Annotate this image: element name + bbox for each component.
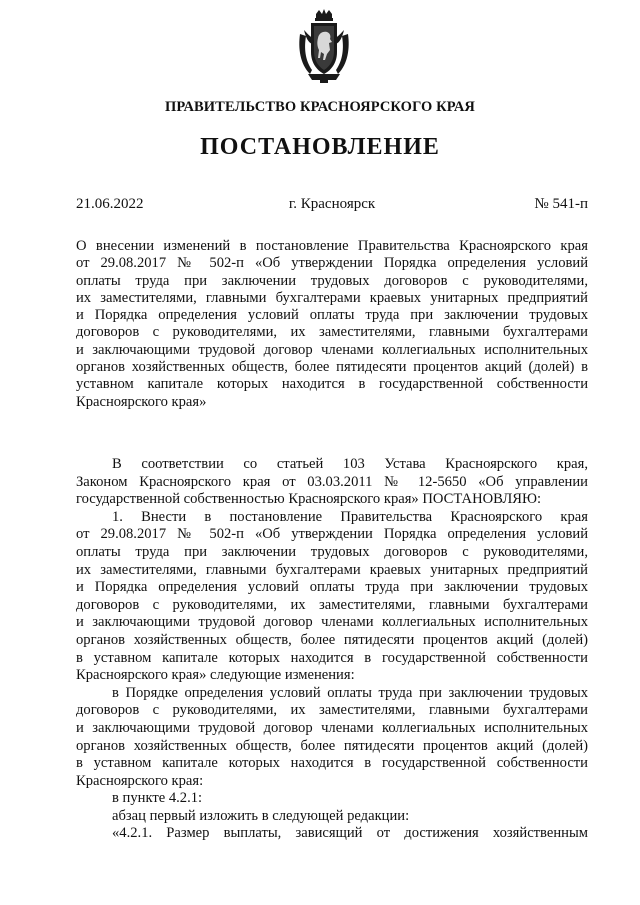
body-line: государственной собственностью Красноярского края» ПОСТАНОВЛЯЮ: (76, 491, 542, 508)
body-line: «4.2.1. Размер выплаты, зависящий от достижения хозяйственным (112, 825, 588, 842)
body-line: Красноярского края» следующие изменения: (76, 667, 355, 684)
document-meta-row (76, 196, 588, 216)
body-line: их заместителями, главными бухгалтерами краевых унитарных предприятий (76, 561, 588, 578)
document-type-title: ПОСТАНОВЛЕНИЕ (200, 134, 440, 160)
document-city: г. Красноярск (288, 196, 376, 212)
body-line: и заключающими трудовой договор членами коллегиальных исполнительных (76, 614, 588, 631)
body-line: абзац первый изложить в следующей редакции: (112, 807, 410, 824)
document-number: № 541-п (534, 196, 588, 212)
government-name: ПРАВИТЕЛЬСТВО КРАСНОЯРСКОГО КРАЯ (164, 99, 475, 115)
body-line: оплаты труда при заключении трудовых договоров с руководителями, (76, 543, 588, 560)
document-body (76, 456, 588, 843)
subject-line: органов хозяйственных обществ, более пятидесяти процентов акций (долей) в (76, 359, 588, 376)
body-line: в уставном капитале которых находится в государственной собственности (76, 755, 588, 772)
body-line: и Порядка определения условий оплаты труда при заключении трудовых (76, 579, 588, 596)
subject-line: О внесении изменений в постановление Правительства Красноярского края (76, 238, 588, 254)
body-line: 1. Внести в постановление Правительства Красноярского края (112, 508, 588, 525)
body-line: в уставном капитале которых находится в государственной собственности (76, 649, 588, 666)
body-line: Законом Красноярского края от 03.03.2011 № 12-5650 «Об управлении (76, 473, 588, 490)
subject-line: их заместителями, главными бухгалтерами краевых унитарных предприятий (76, 289, 588, 306)
document-subject (76, 238, 588, 411)
body-line: от 29.08.2017 № 502-п «Об утверждении Порядка определения условий (76, 526, 588, 543)
body-line: договоров с руководителями, их заместителями, главными бухгалтерами (76, 596, 588, 613)
krasnoyarsk-coat-of-arms-icon (296, 8, 352, 84)
subject-line: уставном капитале которых находится в государственной собственности (76, 376, 588, 393)
subject-line: договоров с руководителями, их заместителями, главными бухгалтерами (76, 324, 588, 341)
body-line: в Порядке определения условий оплаты труда при заключении трудовых (112, 684, 588, 701)
body-line: органов хозяйственных обществ, более пятидесяти процентов акций (долей) (76, 737, 588, 754)
subject-line: от 29.08.2017 № 502-п «Об утверждении Порядка определения условий (76, 255, 588, 272)
body-line: в пункте 4.2.1: (112, 790, 203, 807)
subject-line: оплаты труда при заключении трудовых договоров с руководителями, (76, 272, 588, 289)
body-line: договоров с руководителями, их заместителями, главными бухгалтерами (76, 702, 588, 719)
body-line: и заключающими трудовой договор членами коллегиальных исполнительных (76, 719, 588, 736)
body-line: Красноярского края: (76, 772, 204, 789)
subject-line: и заключающими трудовой договор членами коллегиальных исполнительных (76, 341, 588, 358)
document-date: 21.06.2022 (76, 196, 144, 212)
subject-line: Красноярского края» (76, 393, 207, 410)
subject-line: и Порядка определения условий оплаты труда при заключении трудовых (76, 307, 588, 324)
body-line: В соответствии со статьей 103 Устава Красноярского края, (112, 456, 588, 472)
body-line: органов хозяйственных обществ, более пятидесяти процентов акций (долей) (76, 631, 588, 648)
